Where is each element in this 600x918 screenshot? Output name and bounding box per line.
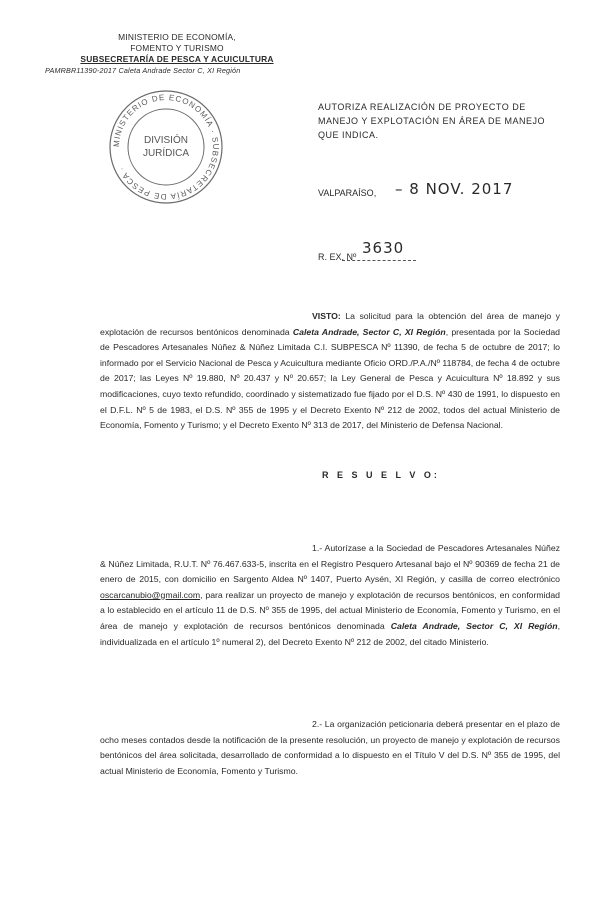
seal-outer-ring	[110, 91, 222, 203]
ministry-name-line2: FOMENTO Y TURISMO	[130, 43, 224, 53]
resolution-subject: AUTORIZA REALIZACIÓN DE PROYECTO DE MANEJO Y EXPLOTACIÓN EN ÁREA DE MANEJO QUE INDICA.	[318, 102, 546, 140]
rex-number-line	[342, 260, 416, 261]
seal-inner-ring	[128, 109, 204, 185]
article-2-paragraph: 2.- La organización peticionaria deberá presentar en el plazo de ocho meses contados desde la notificación de la presente resolución, un proyecto de manejo y explotación de recursos bentónicos del área solicitada, desarrollado de conformidad a lo dispuesto en el Título V del D.S. Nº 355 de 1995, del actual Ministerio de Economía, Fomento y Turismo.	[100, 719, 560, 776]
visto-label: VISTO:	[312, 311, 341, 321]
area-name: Caleta Andrade, Sector C, XI Región	[390, 620, 558, 631]
seal-center-line2: JURÍDICA	[142, 148, 190, 159]
visto-paragraph: VISTO: La solicitud para la obtención del área de manejo y explotación de recursos bentónicos denominada Caleta Andrade, Sector C, XI Región, presentada por la Sociedad de Pescadores Artesanales Núñez & Núñez Limitada C.I. SUBPESCA Nº 11390, de fecha 5 de octubre de 2017; lo informado por el Servicio Nacional de Pesca y Acuicultura mediante Oficio ORD./P.A./Nº 118784, de fecha 4 de octubre de 2017; las Leyes Nº 19.880, Nº 20.437 y Nº 20.657; la Ley General de Pesca y Acuicultura Nº 18.892 y sus modificaciones, cuyo texto refundido, coordinado y sistematizado fue fijado por el D.S. Nº 430 de 1991, lo dispuesto en el D.F.L. Nº 5 de 1983, el D.S. Nº 355 de 1995 y el Decreto Exento Nº 212 de 2002, todos del actual Ministerio de Economía, Fomento y Turismo; y el Decreto Exento Nº 313 de 2017, del Ministerio de Defensa Nacional.	[100, 311, 560, 431]
subsecretaria-name: SUBSECRETARÍA DE PESCA Y ACUICULTURA	[80, 54, 274, 64]
ministry-name-line1: MINISTERIO DE ECONOMÍA,	[118, 32, 236, 42]
stamped-date: – 8 NOV. 2017	[395, 180, 514, 198]
place-label: VALPARAÍSO,	[318, 188, 377, 198]
rex-label: R. EX. Nº	[318, 252, 357, 262]
division-juridica-seal	[107, 88, 225, 206]
letterhead	[45, 32, 292, 76]
file-reference: PAMRBR11390-2017 Caleta Andrade Sector C, XI Región	[45, 66, 241, 75]
rex-number: 3630	[362, 239, 405, 257]
seal-ring-text: MINISTERIO DE ECONOMÍA · SUBSECRETARÍA DE PESCA ·	[111, 92, 221, 202]
resuelvo-heading: R E S U E L V O:	[322, 470, 440, 480]
article-1-paragraph: 1.- Autorízase a la Sociedad de Pescadores Artesanales Núñez & Núñez Limitada, R.U.T. Nº 76.467.633-5, inscrita en el Registro Pesquero Artesanal bajo el Nº 90369 de fecha 21 de enero de 2015, con domicilio en Sargento Aldea Nº 1407, Puerto Aysén, XI Región, y casilla de correo electrónico oscarcanubio@gmail.com, para realizar un proyecto de manejo y explotación de recursos bentónicos, en conformidad a lo establecido en el artículo 11 de D.S. Nº 355 de 1995, del actual Ministerio de Economía, Fomento y Turismo, en el área de manejo y explotación de recursos bentónicos denominada Caleta Andrade, Sector C, XI Región, individualizada en el artículo 1º numeral 2), del Decreto Exento Nº 212 de 2002, del citado Ministerio.	[100, 543, 560, 647]
email-address: oscarcanubio@gmail.com	[100, 589, 201, 600]
seal-center-line1: DIVISIÓN	[144, 135, 188, 146]
area-name: Caleta Andrade, Sector C, XI Región	[292, 326, 446, 337]
